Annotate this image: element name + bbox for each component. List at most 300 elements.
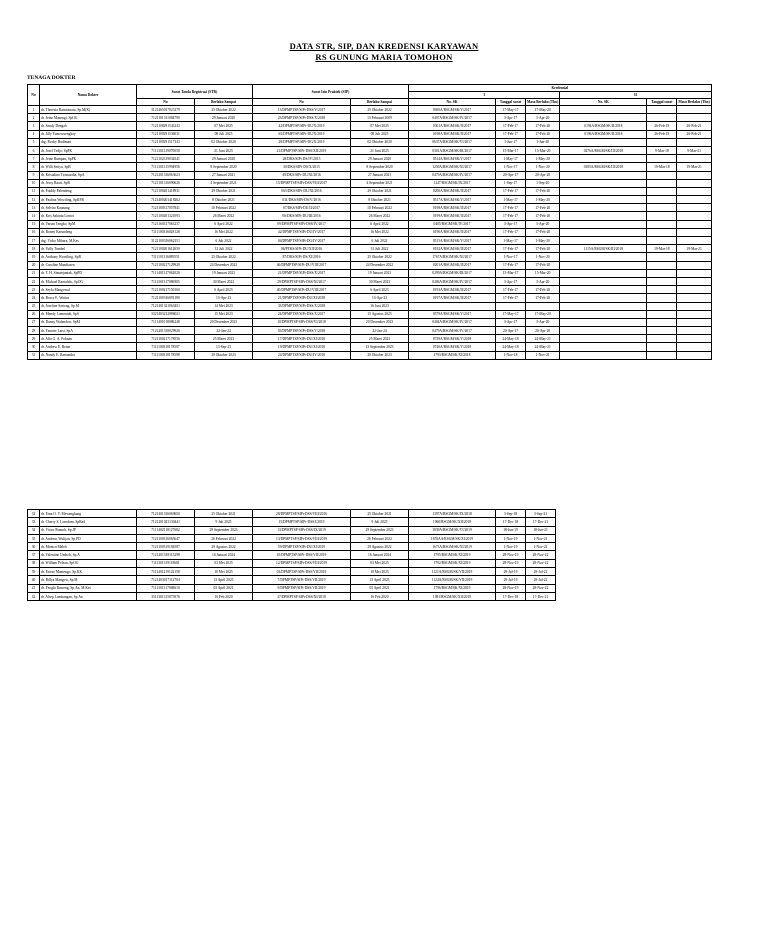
- header-no: No: [28, 85, 40, 106]
- table-cell: 7121160317063237: [137, 220, 195, 228]
- table-cell: 9: [28, 171, 40, 179]
- table-cell: 1-Sep-17: [496, 179, 526, 187]
- table-cell: 25 Oktober 2022: [351, 106, 409, 114]
- table-row: [28, 343, 712, 351]
- table-cell: 8 Oktober 2021: [351, 196, 409, 204]
- table-cell: 1792/RSGM/SK/XI/2019: [409, 559, 496, 567]
- table-cell: 59/DPMPTSP/SIPt-DU/XI/2019: [253, 543, 351, 551]
- table-cell: 29 Oktober 2021: [195, 187, 253, 195]
- table-row: [28, 584, 556, 592]
- table-cell: 24: [28, 294, 40, 302]
- table-cell: [409, 302, 496, 310]
- header-sip-no: No: [253, 99, 351, 106]
- table-cell: [677, 351, 711, 359]
- table-cell: [677, 171, 711, 179]
- table-cell: [560, 114, 647, 122]
- table-cell: 7111100318178597: [137, 343, 195, 351]
- table-cell: 17-Feb-17: [496, 261, 526, 269]
- table-row: [28, 237, 712, 245]
- table-cell: [677, 220, 711, 228]
- table-cell: [496, 302, 526, 310]
- table-cell: 03/DPMPTSP/SIPt-DSS/V/2018: [253, 327, 351, 335]
- table-row: [28, 204, 712, 212]
- table-cell: 0196A/RSGM/SK/II/2017: [409, 228, 496, 236]
- header-sip: Surat Izin Praktek (SIP): [253, 85, 409, 99]
- table-cell: 15-Mar-17: [496, 146, 526, 154]
- table-cell: dr. Mendy Lumentah, SpS: [40, 310, 137, 318]
- table-cell: 29-Jul-19: [496, 568, 526, 576]
- table-cell: [677, 237, 711, 245]
- table-cell: 7121201318115298: [137, 551, 195, 559]
- table-cell: 15 Agustus 2023: [351, 310, 409, 318]
- table-cell: 02 Oktober 2020: [195, 138, 253, 146]
- table-cell: dr. Josef Tedjo, SpPK: [40, 146, 137, 154]
- table-cell: 39: [28, 568, 40, 576]
- table-cell: [647, 220, 677, 228]
- table-cell: 20 Desember 2023: [351, 318, 409, 326]
- header-k2-masa: Masa Berlaku (Thn): [678, 100, 710, 104]
- table-cell: 20-Apr-17: [496, 171, 526, 179]
- table-cell: 1397A/RSGM/SK/IX/2018: [409, 510, 496, 518]
- table-cell: 87/DKS/SIPt-DS/XI/2016: [253, 253, 351, 261]
- table-cell: 06/PTKS/SIPt-DU/XII/2016: [253, 245, 351, 253]
- table-cell: 10: [28, 179, 40, 187]
- table-cell: 05 April 2021: [351, 584, 409, 592]
- table-cell: [647, 228, 677, 236]
- table-cell: dr. Kristalina Tirtasurdia, SpA: [40, 171, 137, 179]
- table-cell: [560, 179, 647, 187]
- table-cell: dr. T. H. Simanjuntak, SpPD: [40, 269, 137, 277]
- table-cell: dr. Selvira Kaunang: [40, 204, 137, 212]
- table-cell: 3-Apr-20: [526, 318, 560, 326]
- table-cell: 25 Oktober 2022: [351, 253, 409, 261]
- table-cell: dr. Nandy E. Ramandor: [40, 351, 137, 359]
- table-cell: [677, 269, 711, 277]
- table-cell: 9/DPMPTSP/SIPt-DSS/VII/2019: [253, 584, 351, 592]
- table-cell: 1121A/RSGM/SK/VII/2019: [409, 568, 496, 576]
- table-cell: 13 Februari 2009: [351, 114, 409, 122]
- table-row: [28, 146, 712, 154]
- table-cell: 0194A/RSGM/SK/II/2018: [560, 122, 647, 130]
- table-cell: 25 Maret 2023: [195, 335, 253, 343]
- table-row: [28, 327, 712, 335]
- table-cell: [647, 106, 677, 114]
- table-cell: 28-Nov-19: [496, 584, 526, 592]
- table-row: [28, 220, 712, 228]
- table-cell: [647, 187, 677, 195]
- table-cell: 1960/RSGM/SK/XII/2018: [409, 518, 496, 526]
- table-cell: 20-Apr-20: [526, 327, 560, 335]
- table-cell: 26-Feb-21: [677, 122, 711, 130]
- table-cell: [560, 220, 647, 228]
- table-cell: 7121400201418262: [137, 196, 195, 204]
- table-cell: 16 Feb 2020: [351, 592, 409, 600]
- table-cell: 24 Desember 2022: [195, 261, 253, 269]
- table-cell: 15 Mei 2023: [195, 310, 253, 318]
- table-cell: 20 Oktober 2023: [351, 351, 409, 359]
- table-cell: 27 Januari 2021: [195, 171, 253, 179]
- table-cell: 3-Apr-17: [496, 318, 526, 326]
- table-cell: [560, 138, 647, 146]
- table-cell: 0199A/RSGM/SK/II/2017: [409, 212, 496, 220]
- table-cell: 0192A/RSGM/SK/II/2017: [409, 245, 496, 253]
- table-cell: 17-May-20: [526, 106, 560, 114]
- table-cell: 25 Oktober 2022: [195, 253, 253, 261]
- table-row: [28, 196, 712, 204]
- table-row: [28, 187, 712, 195]
- table-cell: 10/DPMPTSP/SIPt-DSS/VII/2019: [253, 551, 351, 559]
- table-cell: dr. Ronny Karundeng: [40, 228, 137, 236]
- table-cell: [677, 302, 711, 310]
- table-cell: 21 Juni 2025: [351, 146, 409, 154]
- table-cell: 0637A/RSGM/SK/VI/2017: [409, 138, 496, 146]
- table-cell: 20-Apr-20: [526, 171, 560, 179]
- table-cell: 7111402518127682: [137, 526, 195, 534]
- table-cell: [647, 294, 677, 302]
- table-cell: dr. Caroline Mandiasen: [40, 261, 137, 269]
- table-cell: [560, 294, 647, 302]
- table-row: [28, 286, 712, 294]
- table-cell: 7121101316090626: [137, 179, 195, 187]
- table-cell: dr. William Pelean, SpOG: [40, 559, 137, 567]
- table-cell: [560, 318, 647, 326]
- table-cell: dr. Jilly Tumewuengkay: [40, 130, 137, 138]
- table-cell: 7121100316091180: [137, 294, 195, 302]
- table-cell: dr. Victor Rumoh, Sp.JP: [40, 526, 137, 534]
- table-cell: 1-May-17: [496, 237, 526, 245]
- table-cell: [677, 261, 711, 269]
- table-cell: 6: [28, 146, 40, 154]
- table-cell: 26 Februari 2022: [351, 534, 409, 542]
- table-cell: 29 Januari 2020: [195, 114, 253, 122]
- table-cell: 7: [28, 155, 40, 163]
- header-k2-sk: No. SK: [560, 99, 647, 106]
- table-row: [28, 534, 556, 542]
- table-row: [28, 335, 712, 343]
- table-cell: 1981/RSGM/SK/XII/2018: [409, 592, 496, 600]
- table-cell: 21/DPMPTSP/SIPt-DSS/XII/2019: [253, 146, 351, 154]
- table-cell: 20 Oktober 2023: [195, 351, 253, 359]
- table-cell: 18: [28, 245, 40, 253]
- table-cell: [560, 106, 647, 114]
- table-cell: 0301A/RSGM/SK/III/2017: [409, 146, 496, 154]
- table-cell: 14: [28, 212, 40, 220]
- table-cell: 3511301315073976: [137, 592, 195, 600]
- table-cell: 17-Feb-20: [526, 212, 560, 220]
- table-cell: 30/DKS/SIPt-DS/X/2015: [253, 163, 351, 171]
- table-cell: 20 Desember 2023: [195, 318, 253, 326]
- table-cell: 22-Jan-24: [351, 327, 409, 335]
- table-cell: 13/DPMPTSP/SIPt-DSS/V/2017: [253, 106, 351, 114]
- table-cell: 29 September 2023: [195, 526, 253, 534]
- table-cell: 13: [28, 204, 40, 212]
- table-cell: 6 April 2022: [351, 220, 409, 228]
- table-cell: 13-Sep-23: [195, 343, 253, 351]
- table-cell: 22: [28, 277, 40, 285]
- table-cell: [677, 179, 711, 187]
- table-cell: 7121403017112704: [137, 576, 195, 584]
- table-cell: 1-Jun-17: [496, 138, 526, 146]
- table-cell: 29/DPMPTSP/SIPt-DSS/XI/2017: [253, 277, 351, 285]
- table-cell: 25 Maret 2023: [351, 335, 409, 343]
- table-cell: [677, 310, 711, 318]
- table-cell: [647, 212, 677, 220]
- table-cell: 4: [28, 130, 40, 138]
- header-str-berlaku: Berlaku Sampai: [195, 99, 253, 106]
- table-cell: 17-Feb-17: [496, 294, 526, 302]
- table-cell: 21: [28, 269, 40, 277]
- header-kredensial-2: II: [560, 92, 711, 99]
- table-cell: dr. Danny Walandow, SpM: [40, 318, 137, 326]
- table-cell: 7111301317068610: [137, 584, 195, 592]
- table-cell: [647, 286, 677, 294]
- table-cell: 24/DPMPTSP/SIPt-DU/IV/2018: [253, 351, 351, 359]
- table-cell: 05 April 2021: [195, 584, 253, 592]
- table-cell: [560, 351, 647, 359]
- table-cell: 3-Apr-20: [526, 220, 560, 228]
- table-cell: [647, 277, 677, 285]
- table-cell: 1793/RSGM/SK/XI/2018: [409, 351, 496, 359]
- table-cell: 3-Sep-21: [526, 510, 556, 518]
- table-row: [28, 245, 712, 253]
- table-cell: 17-Feb-20: [526, 286, 560, 294]
- table-cell: dr. Yully Tumbel: [40, 245, 137, 253]
- table-cell: 07 Mei 2025: [195, 122, 253, 130]
- table-row: [28, 138, 712, 146]
- table-cell: 13/DPMPTSP/SIPt-DSS/IX/2019: [253, 526, 351, 534]
- table-row: [28, 351, 712, 359]
- table-cell: dr. Yeoghi Ruweng, Sp.An, M.Kes: [40, 584, 137, 592]
- table-cell: 1676AA/RSGM/SK/XI/2019: [409, 534, 496, 542]
- table-cell: 6 Juli 2022: [195, 237, 253, 245]
- table-cell: 0579A/RSGM/SK/V/2017: [409, 310, 496, 318]
- table-cell: 29 Agustus 2022: [195, 543, 253, 551]
- table-cell: 3121465017023179: [137, 106, 195, 114]
- table-cell: 25 Oktober 2021: [195, 510, 253, 518]
- table-row: [28, 269, 712, 277]
- table-cell: 7/DPMPTSP/SIPt-DSS/VII/2019: [253, 576, 351, 584]
- doctor-table-continued: [27, 509, 556, 601]
- table-cell: 17-Feb-17: [496, 245, 526, 253]
- table-cell: 17-Feb-17: [496, 204, 526, 212]
- header-k1-sk: No. SK: [409, 99, 496, 106]
- table-cell: 17-Dec-21: [526, 592, 556, 600]
- table-cell: 18-Jun-19: [496, 526, 526, 534]
- table-cell: 13/DPMPTSP/SIPt-DSS/VIII/2019: [253, 534, 351, 542]
- table-cell: dr. Fraddy Palendeng: [40, 187, 137, 195]
- table-cell: [560, 261, 647, 269]
- table-cell: [677, 204, 711, 212]
- table-cell: drg. Rocky Budiman: [40, 138, 137, 146]
- table-cell: dr. Cherry S. Lonsdam, SpRad: [40, 518, 137, 526]
- table-cell: 1-May-20: [526, 155, 560, 163]
- table-cell: 16 Januari 2024: [195, 551, 253, 559]
- table-row: [28, 294, 712, 302]
- table-cell: 28: [28, 327, 40, 335]
- table-cell: [560, 212, 647, 220]
- table-cell: 28-Nov-22: [526, 584, 556, 592]
- table-cell: 9-Mar-21: [677, 146, 711, 154]
- table-cell: 3-Apr-17: [496, 277, 526, 285]
- table-cell: 18-Jun-21: [526, 526, 556, 534]
- table-cell: 1-Nov-17: [496, 163, 526, 171]
- table-cell: 15 April 2025: [351, 576, 409, 584]
- table-cell: 19-Mar-18: [647, 245, 677, 253]
- table-cell: 2: [28, 114, 40, 122]
- table-cell: [647, 155, 677, 163]
- table-cell: 21 Juni 2025: [195, 146, 253, 154]
- table-cell: [647, 327, 677, 335]
- table-cell: 0198A/RSGM/SK/II/2017: [409, 130, 496, 138]
- table-cell: 16 Feb 2020: [195, 592, 253, 600]
- table-cell: dr. Seyla Mangowal: [40, 286, 137, 294]
- table-cell: 7111301315994956: [137, 163, 195, 171]
- table-cell: 1796/RSGM/SK/XI/2019: [409, 584, 496, 592]
- table-cell: [647, 302, 677, 310]
- table-cell: dr. Jeine Manengi, SpOG: [40, 114, 137, 122]
- table-cell: 0479A/RSGM/SK/IV/2017: [409, 327, 496, 335]
- header-sip-berlaku: Berlaku Sampai: [351, 99, 409, 106]
- table-cell: 8 September 2020: [351, 163, 409, 171]
- table-row: [28, 310, 712, 318]
- table-cell: 28/DKS/SIPt-DS/IV/2015: [253, 155, 351, 163]
- table-cell: [560, 343, 647, 351]
- table-cell: dr. Alfa G. A. Pohaan: [40, 335, 137, 343]
- table-cell: 28-Nov-22: [526, 551, 556, 559]
- table-cell: [677, 106, 711, 114]
- table-cell: 1-May-20: [526, 196, 560, 204]
- table-cell: 28/DPMPTSP/SIPt-DG/X/2019: [253, 138, 351, 146]
- table-cell: 16: [28, 228, 40, 236]
- table-cell: 17: [28, 237, 40, 245]
- table-cell: 28-Nov-19: [496, 551, 526, 559]
- header-k1-tgl: Tanggal surat: [496, 99, 526, 106]
- table-cell: 34: [28, 526, 40, 534]
- doctor-table: [27, 84, 712, 360]
- table-cell: 7121201316063623: [137, 171, 195, 179]
- table-cell: 0301A/RSGM/SK/II/2017: [409, 122, 496, 130]
- table-cell: 9 Juli 2025: [351, 518, 409, 526]
- table-cell: 10/DPMPTSP/SIPt-DSS/VI/2018: [253, 318, 351, 326]
- table-cell: [647, 196, 677, 204]
- table-cell: 10 Mei 2025: [195, 568, 253, 576]
- table-cell: 29 September 2023: [351, 526, 409, 534]
- table-cell: 03/DPMPTSP/SIPt-DSS/VII/2019: [253, 568, 351, 576]
- table-cell: 7121100201321093: [137, 212, 195, 220]
- table-cell: 7111301319118681: [137, 559, 195, 567]
- table-cell: 7121102319034541: [137, 155, 195, 163]
- table-cell: 04/DPMPTSP/SIPt-DG/IV/2017: [253, 237, 351, 245]
- table-cell: 25: [28, 302, 40, 310]
- table-cell: 15-Mar-17: [496, 269, 526, 277]
- table-row: [28, 212, 712, 220]
- table-cell: 7121401321063451: [137, 302, 195, 310]
- table-cell: 17-Dec-18: [496, 518, 526, 526]
- table-cell: 17-Feb-17: [496, 122, 526, 130]
- table-cell: 16 Mei 2022: [351, 228, 409, 236]
- table-cell: 29-Jul-22: [526, 568, 556, 576]
- table-cell: 0739A/RSGM/SK/V/2018: [409, 335, 496, 343]
- table-cell: 13-Apr-23: [351, 294, 409, 302]
- table-cell: 32: [28, 510, 40, 518]
- table-cell: [647, 318, 677, 326]
- table-cell: 29 Januari 2020: [195, 155, 253, 163]
- table-cell: [560, 171, 647, 179]
- table-cell: 03 Mei 2025: [195, 559, 253, 567]
- table-cell: 5: [28, 138, 40, 146]
- table-cell: 17-Feb-20: [526, 122, 560, 130]
- table-cell: dr. Josefine Sarioag, Sp.M: [40, 302, 137, 310]
- table-cell: 19/DPMPTSP/SIPt-DU/XI/2018: [253, 343, 351, 351]
- table-cell: 1247/RSGM/SK/IX/2017: [409, 179, 496, 187]
- table-cell: dr. Willi Setiya, SpB: [40, 163, 137, 171]
- table-cell: 29-Jul-22: [526, 576, 556, 584]
- section-title: TENAGA DOKTER: [27, 75, 76, 81]
- table-cell: 031/DKS/SIPt-DS/V/2016: [253, 196, 351, 204]
- header-nama: Nama Dokter: [40, 85, 137, 106]
- table-cell: 25 Oktober 2021: [351, 510, 409, 518]
- table-cell: [647, 261, 677, 269]
- table-cell: 7111401317062020: [137, 269, 195, 277]
- table-cell: 1250A/RSGM/SK/XI/2017: [409, 163, 496, 171]
- table-cell: 7111100316028128: [137, 228, 195, 236]
- table-cell: [560, 187, 647, 195]
- table-row: [28, 253, 712, 261]
- table-cell: [677, 294, 711, 302]
- table-cell: 17-Feb-20: [526, 245, 560, 253]
- table-cell: 27/DPMPTSP/SIPt-DSS/XI/2018: [253, 592, 351, 600]
- table-cell: 3: [28, 122, 40, 130]
- table-cell: 30 Maret 2023: [351, 277, 409, 285]
- table-cell: 28-Nov-19: [496, 559, 526, 567]
- table-cell: drg. Vicko Mihara, M.Kes: [40, 237, 137, 245]
- table-cell: 65/DPMPTSP/SIPt-DU/X/2019: [253, 130, 351, 138]
- table-cell: 02 Oktober 2020: [351, 138, 409, 146]
- table-row: [28, 318, 712, 326]
- table-row: [28, 576, 556, 584]
- table-cell: 26 Februari 2022: [195, 534, 253, 542]
- table-cell: 12: [28, 196, 40, 204]
- table-cell: 7111301319070050: [137, 146, 195, 154]
- table-cell: 17-Dec-21: [526, 518, 556, 526]
- table-cell: 1-Nov-21: [526, 534, 556, 542]
- table-cell: [560, 204, 647, 212]
- table-cell: 0405/RSGM/SK/IV/2017: [409, 220, 496, 228]
- table-cell: 14 Mei 2023: [195, 302, 253, 310]
- table-cell: 42/DPMPTSP/SIPt-DU/X/2019: [253, 122, 351, 130]
- table-cell: 0514A/RSGM/SK/V/2017: [409, 155, 496, 163]
- table-cell: 6 April 2022: [195, 220, 253, 228]
- table-cell: 28-Nov-22: [526, 559, 556, 567]
- table-cell: 7121201318029926: [137, 327, 195, 335]
- table-cell: 1: [28, 106, 40, 114]
- table-cell: 1-Nov-19: [496, 534, 526, 542]
- table-cell: [647, 253, 677, 261]
- table-cell: [677, 253, 711, 261]
- table-cell: 1-Nov-18: [496, 351, 526, 359]
- table-cell: 21/DPMPTSP/SIPt-DSS/X/2017: [253, 269, 351, 277]
- table-cell: 17-Feb-17: [496, 130, 526, 138]
- table-cell: [677, 228, 711, 236]
- table-cell: 33/DPMPTSP/SIPt-DSS/X/2018: [253, 302, 351, 310]
- table-cell: 16 Januari 2024: [351, 551, 409, 559]
- table-cell: 42: [28, 592, 40, 600]
- table-cell: [560, 310, 647, 318]
- table-row: [28, 155, 712, 163]
- table-cell: 0515A/RSGM/SK/V/2017: [409, 237, 496, 245]
- table-row: [28, 543, 556, 551]
- table-cell: [647, 138, 677, 146]
